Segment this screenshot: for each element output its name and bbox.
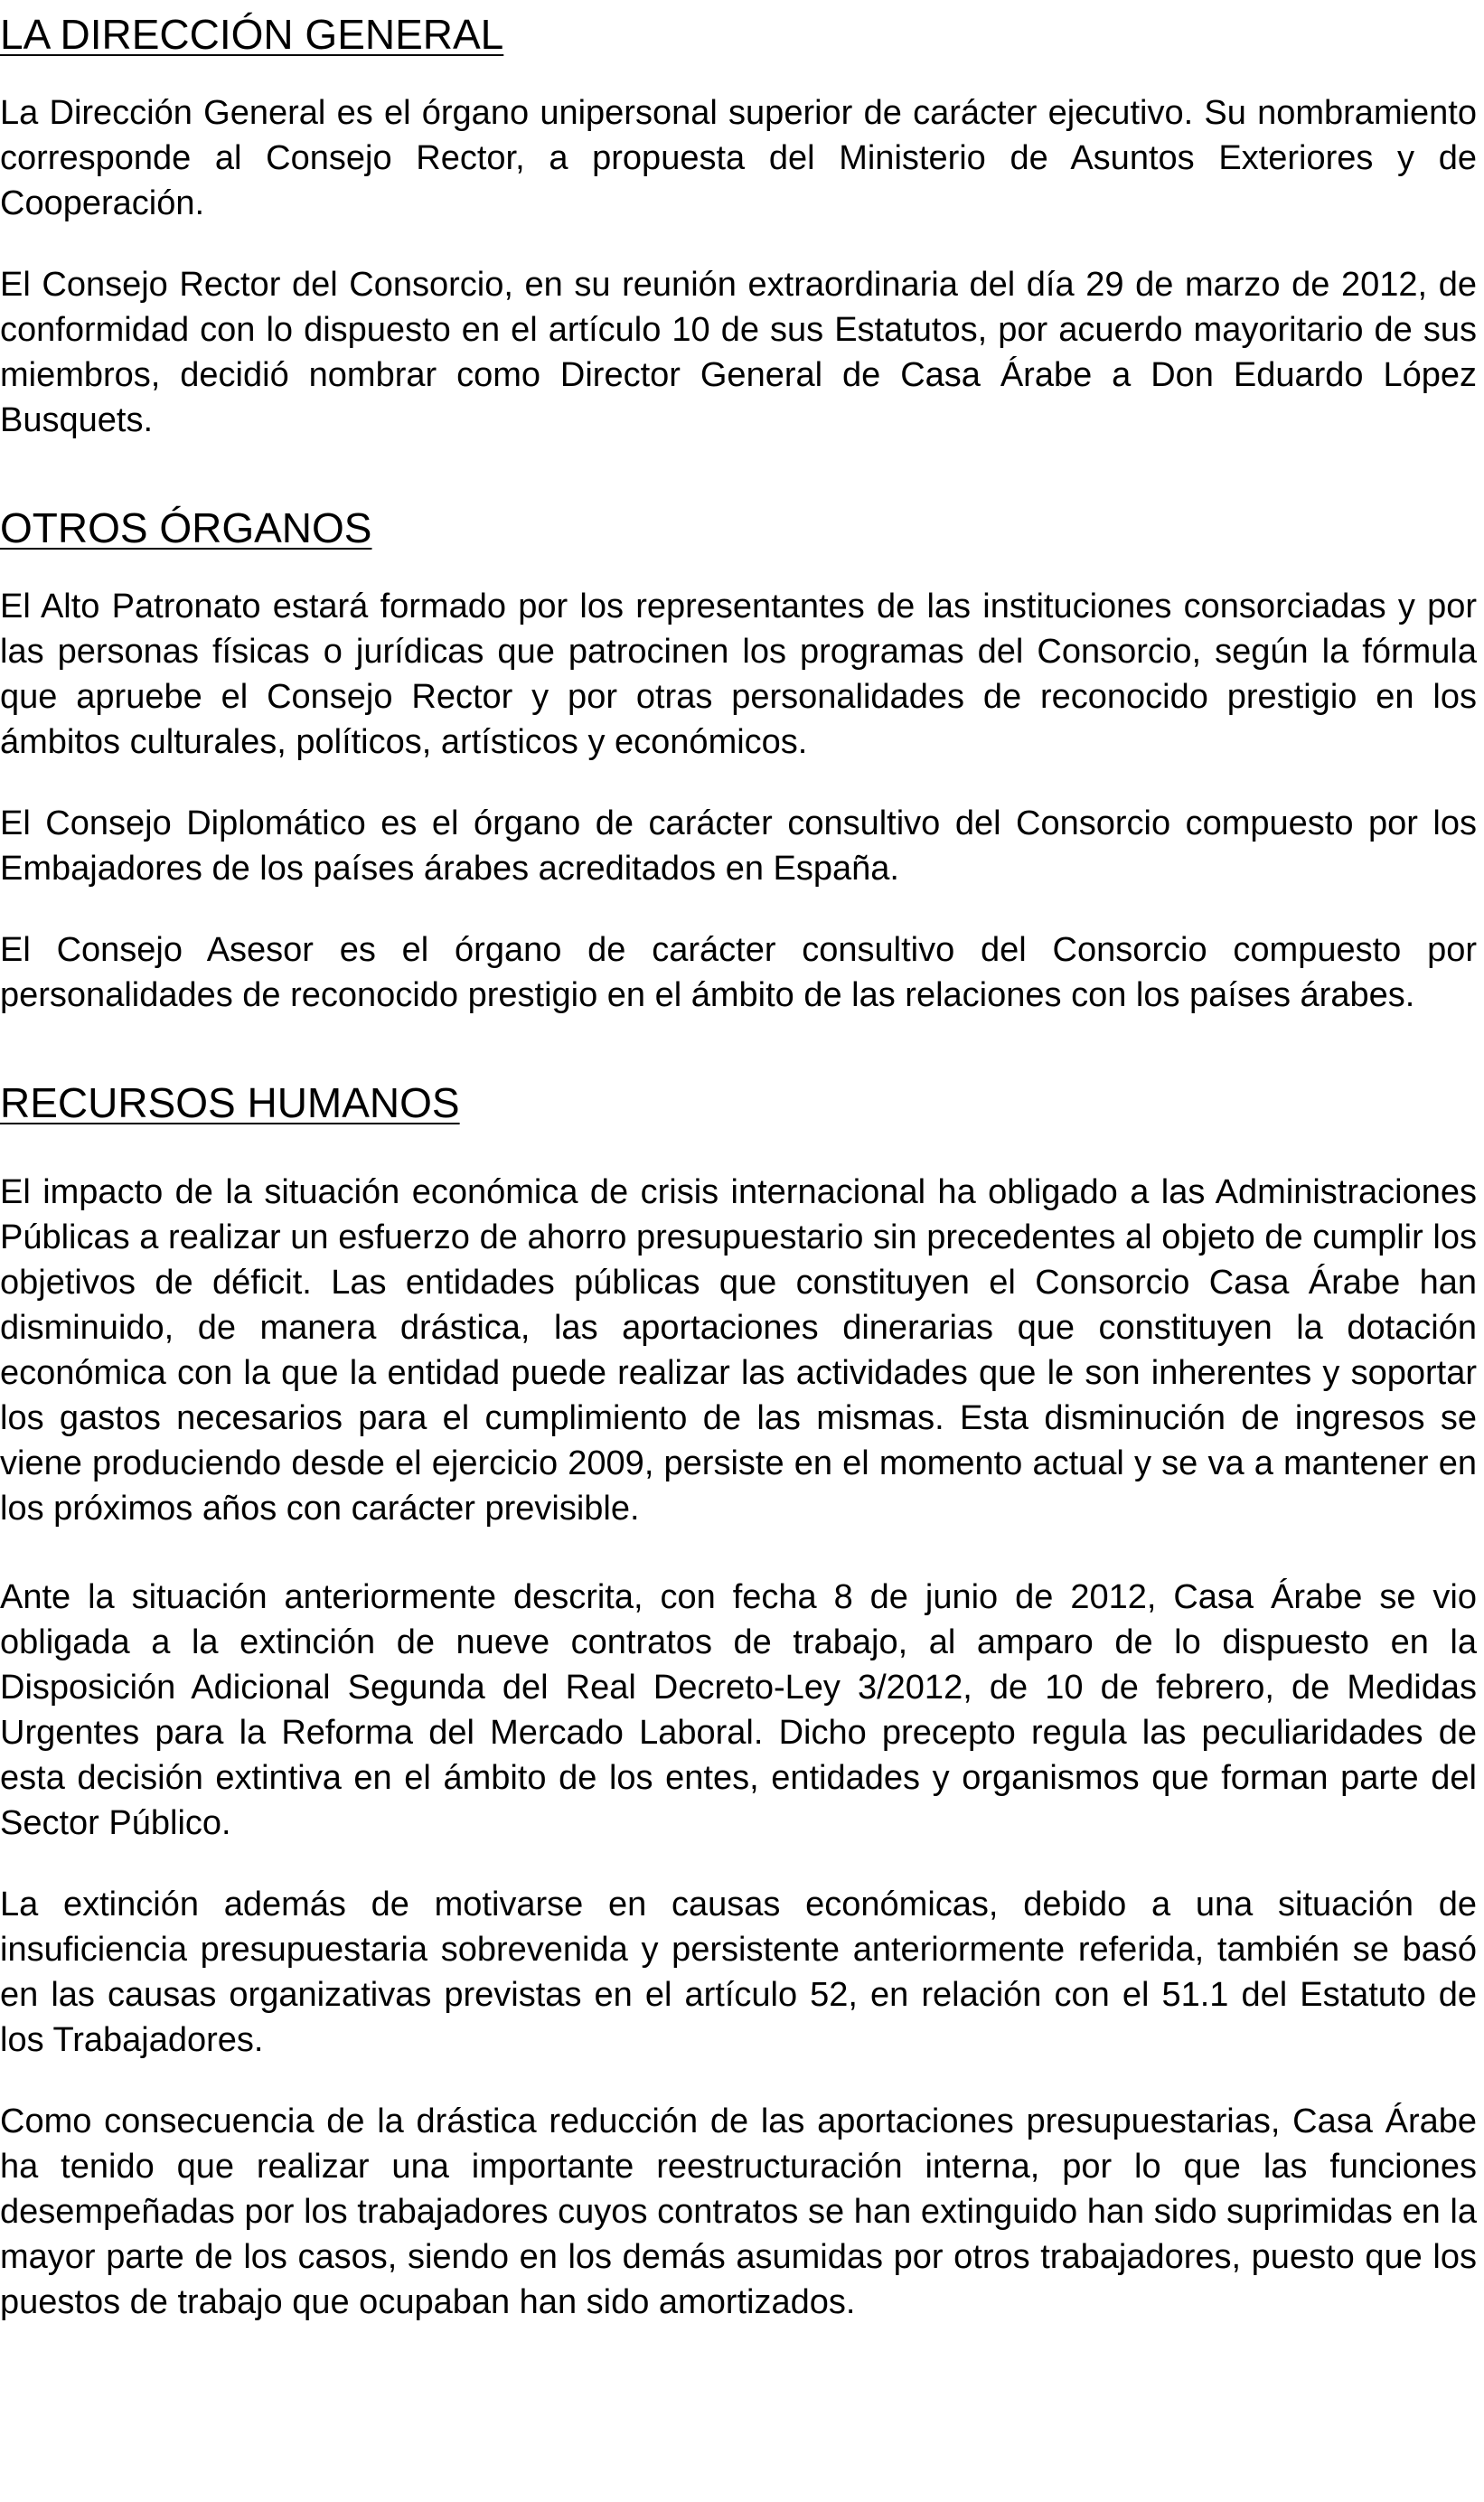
section-title-otros-organos: OTROS ÓRGANOS	[0, 504, 372, 551]
paragraph: Como consecuencia de la drástica reducción de las aportaciones presupuestarias, Casa Árabe ha tenido que realizar una importante reestructuración interna, por lo que las funciones desempeñadas por los trabajadores cuyos contratos se han extinguido han sido suprimidas en la mayor parte de los casos, siendo en los demás asumidas por otros trabajadores, puesto que los puestos de trabajo que ocupaban han sido amortizados.	[0, 2102, 1477, 2321]
paragraph: El impacto de la situación económica de crisis internacional ha obligado a las Administraciones Públicas a realizar un esfuerzo de ahorro presupuestario sin precedentes al objeto de cumplir los objetivos de déficit. Las entidades públicas que constituyen el Consorcio Casa Árabe han disminuido, de manera drástica, las aportaciones dinerarias que constituyen la dotación económica con la que la entidad puede realizar las actividades que le son inherentes y soportar los gastos necesarios para el cumplimiento de las mismas. Esta disminución de ingresos se viene produciendo desde el ejercicio 2009, persiste en el momento actual y se va a mantener en los próximos años con carácter previsible.	[0, 1173, 1477, 1528]
paragraph: El Consejo Asesor es el órgano de carácter consultivo del Consorcio compuesto por personalidades de reconocido prestigio en el ámbito de las relaciones con los países árabes.	[0, 931, 1477, 1014]
paragraph: El Consejo Rector del Consorcio, en su reunión extraordinaria del día 29 de marzo de 2012, de conformidad con lo dispuesto en el artículo 10 de sus Estatutos, por acuerdo mayoritario de sus miembros, decidió nombrar como Director General de Casa Árabe a Don Eduardo López Busquets.	[0, 266, 1477, 439]
paragraph: La extinción además de motivarse en causas económicas, debido a una situación de insuficiencia presupuestaria sobrevenida y persistente anteriormente referida, también se basó en las causas organizativas previstas en el artículo 52, en relación con el 51.1 del Estatuto de los Trabajadores.	[0, 1886, 1477, 2059]
paragraph: El Alto Patronato estará formado por los representantes de las instituciones consorciadas y por las personas físicas o jurídicas que patrocinen los programas del Consorcio, según la fórmula que apruebe el Consejo Rector y por otras personalidades de reconocido prestigio en los ámbitos culturales, políticos, artísticos y económicos.	[0, 588, 1477, 761]
section-title-direccion-general: LA DIRECCIÓN GENERAL	[0, 11, 504, 58]
paragraph: La Dirección General es el órgano unipersonal superior de carácter ejecutivo. Su nombramiento corresponde al Consejo Rector, a propuesta del Ministerio de Asuntos Exteriores y de Cooperación.	[0, 94, 1477, 222]
section-title-recursos-humanos: RECURSOS HUMANOS	[0, 1079, 460, 1126]
paragraph: El Consejo Diplomático es el órgano de carácter consultivo del Consorcio compuesto por los Embajadores de los países árabes acreditados en España.	[0, 804, 1477, 888]
paragraph: Ante la situación anteriormente descrita, con fecha 8 de junio de 2012, Casa Árabe se vio obligada a la extinción de nueve contratos de trabajo, al amparo de lo dispuesto en la Disposición Adicional Segunda del Real Decreto-Ley 3/2012, de 10 de febrero, de Medidas Urgentes para la Reforma del Mercado Laboral. Dicho precepto regula las peculiaridades de esta decisión extintiva en el ámbito de los entes, entidades y organismos que forman parte del Sector Público.	[0, 1578, 1477, 1842]
